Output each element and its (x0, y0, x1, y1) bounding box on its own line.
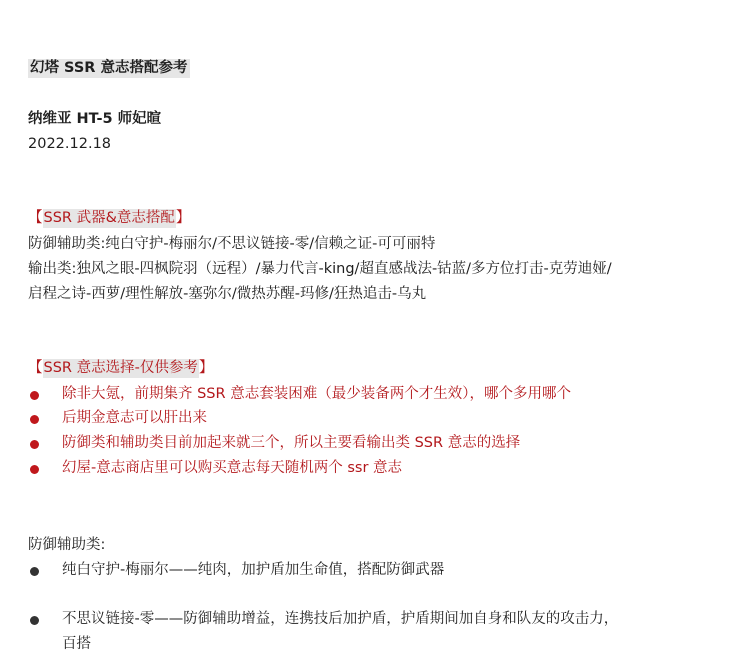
section3-bullet-2: 不思议链接-零——防御辅助增益，连携技后加护盾，护盾期间加自身和队友的攻击力， (62, 611, 619, 627)
doc-title: 幻塔 SSR 意志搭配参考 (30, 60, 188, 76)
section2-close-bracket: 】 (198, 360, 214, 376)
bullet-dot (30, 567, 39, 576)
section1-line-output-cont: 启程之诗-西萝/理性解放-塞弥尔/微热苏醒-玛修/狂热追击-乌丸 (28, 286, 427, 302)
section2-heading (28, 358, 213, 378)
section2-open-bracket: 【 (28, 360, 43, 376)
section1-line-output: 输出类:独风之眼-四枫院羽（远程）/暴力代言-king/超直感战法-钴蓝/多方位打击-克劳迪娅/ (28, 261, 612, 277)
section2-bullet-1: 除非大氪，前期集齐 SSR 意志套装困难（最少装备两个才生效），哪个多用哪个 (62, 386, 571, 402)
doc-author: 纳维亚 HT-5 师妃暄 (28, 111, 162, 127)
section2-bullet-3: 防御类和辅助类目前加起来就三个，所以主要看输出类 SSR 意志的选择 (62, 435, 521, 451)
section1-heading (28, 208, 190, 228)
bullet-dot (30, 465, 39, 474)
bullet-dot (30, 440, 39, 449)
section2-title: SSR 意志选择-仅供参考 (43, 360, 198, 376)
bullet-dot (30, 616, 39, 625)
section1-line-defense: 防御辅助类:纯白守护-梅丽尔/不思议链接-零/信赖之证-可可丽特 (28, 236, 436, 252)
bullet-dot (30, 391, 39, 400)
section1-title: SSR 武器&意志搭配 (43, 210, 175, 226)
section3-bullet-2-cont: 百搭 (62, 636, 91, 652)
doc-title-line (28, 58, 190, 78)
section3-heading: 防御辅助类: (28, 537, 106, 553)
section1-close-bracket: 】 (175, 210, 191, 226)
section1-open-bracket: 【 (28, 210, 43, 226)
bullet-dot (30, 415, 39, 424)
section2-bullet-4: 幻屋-意志商店里可以购买意志每天随机两个 ssr 意志 (62, 460, 403, 476)
section2-bullet-2: 后期金意志可以肝出来 (62, 410, 207, 426)
doc-date: 2022.12.18 (28, 136, 112, 152)
section3-bullet-1: 纯白守护-梅丽尔——纯肉，加护盾加生命值，搭配防御武器 (62, 562, 445, 578)
